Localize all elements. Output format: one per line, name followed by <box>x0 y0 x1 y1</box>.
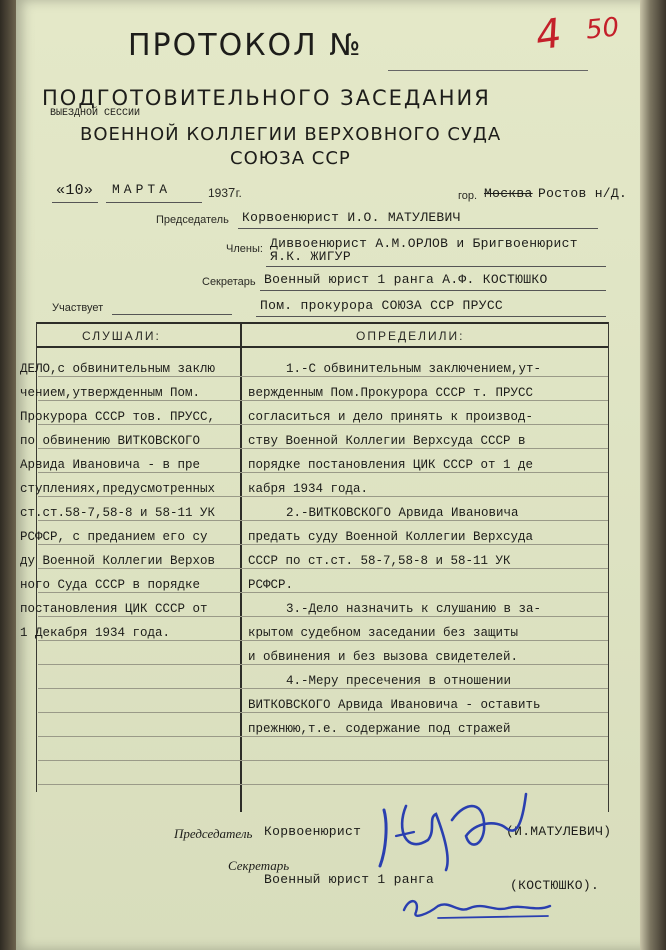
protocol-title: ПРОТОКОЛ № <box>128 28 363 63</box>
decided-line: порядке постановления ЦИК СССР от 1 де <box>248 458 534 472</box>
decided-line: крытом судебном заседании без защиты <box>248 626 519 640</box>
secretary-signature <box>398 890 568 924</box>
footer-chair-name: (И.МАТУЛЕВИЧ) <box>506 824 612 839</box>
table-top-border <box>36 322 608 324</box>
decided-line: согласиться и дело принять к производ- <box>248 410 534 424</box>
chair-value: Корвоенюрист И.О. МАТУЛЕВИЧ <box>242 210 461 225</box>
participant-underline <box>256 316 606 317</box>
chair-signature <box>366 770 546 880</box>
secretary-underline <box>260 290 606 291</box>
chair-label: Председатель <box>156 214 229 226</box>
protocol-number-underline <box>388 70 588 71</box>
union-name: СОЮЗА ССР <box>230 148 351 169</box>
city-value: Ростов н/Д. <box>538 186 628 201</box>
footer-secretary-label: Секретарь <box>228 858 290 873</box>
ruled-line <box>38 616 608 617</box>
ruled-line <box>38 640 608 641</box>
heard-line: ного Суда СССР в порядке <box>20 578 201 592</box>
decided-line: кабря 1934 года. <box>248 482 369 496</box>
decided-line: вержденным Пом.Прокурора СССР т. ПРУСС <box>248 386 534 400</box>
ruled-line <box>38 664 608 665</box>
heard-line: по обвинению ВИТКОВСКОГО <box>20 434 201 448</box>
ruled-line <box>38 688 608 689</box>
decided-line: ВИТКОВСКОГО Арвида Ивановича - оставить <box>248 698 541 712</box>
ruled-line <box>38 760 608 761</box>
heard-line: РСФСР, с преданием его су <box>20 530 208 544</box>
ruled-line <box>38 544 608 545</box>
ruled-line <box>38 712 608 713</box>
ruled-line <box>38 592 608 593</box>
date-day-underline <box>52 202 98 203</box>
document-sheet <box>16 0 646 950</box>
decided-line: РСФСР. <box>248 578 294 592</box>
date-day: «10» <box>56 182 94 199</box>
heard-line: ду Военной Коллегии Верхов <box>20 554 216 568</box>
heard-line: ст.ст.58-7,58-8 и 58-11 УК <box>20 506 216 520</box>
participant-left-underline <box>112 314 232 315</box>
collegium-name: ВОЕННОЙ КОЛЛЕГИИ ВЕРХОВНОГО СУДА <box>80 124 502 145</box>
protocol-number-handwritten: 4 <box>532 10 565 60</box>
decided-line: 1.-С обвинительным заключением,ут- <box>286 362 542 376</box>
ruled-line <box>38 376 608 377</box>
heard-line: Арвида Ивановича - в пре <box>20 458 201 472</box>
heard-line: постановления ЦИК СССР от <box>20 602 208 616</box>
table-right-border <box>608 322 609 812</box>
footer-secretary-rank: Военный юрист 1 ранга <box>264 872 435 887</box>
heard-line: чением,утвержденным Пом. <box>20 386 201 400</box>
heard-line: ступлениях,предусмотренных <box>20 482 216 496</box>
decided-line: 2.-ВИТКОВСКОГО Арвида Ивановича <box>286 506 519 520</box>
secretary-value: Военный юрист 1 ранга А.Ф. КОСТЮШКО <box>264 272 548 287</box>
heard-line: 1 Декабря 1934 года. <box>20 626 171 640</box>
chair-underline <box>238 228 598 229</box>
ruled-line <box>38 448 608 449</box>
footer-chair-label: Председатель <box>174 826 253 841</box>
members-label: Члены: <box>226 243 263 255</box>
protocol-subtitle: ПОДГОТОВИТЕЛЬНОГО ЗАСЕДАНИЯ <box>42 86 491 110</box>
heard-line: ДЕЛО,с обвинительным заклю <box>20 362 216 376</box>
participant-value: Пом. прокурора СОЮЗА ССР ПРУСС <box>260 298 504 313</box>
ruled-line <box>38 424 608 425</box>
date-month: МАРТА <box>112 182 172 197</box>
city-label: гор. <box>458 190 478 202</box>
decided-line: прежнюю,т.е. содержание под стражей <box>248 722 511 736</box>
ruled-line <box>38 736 608 737</box>
footer-chair-rank: Корвоенюрист <box>264 824 362 839</box>
ruled-line <box>38 496 608 497</box>
secretary-label: Секретарь <box>202 276 256 288</box>
date-month-underline <box>106 202 202 203</box>
table-header-border <box>36 346 608 348</box>
decided-line: и обвинения и без вызова свидетелей. <box>248 650 519 664</box>
members-line2: Я.К. ЖИГУР <box>270 249 352 264</box>
page-stack-edge <box>640 0 666 950</box>
ruled-line <box>38 520 608 521</box>
column-header-decided: ОПРЕДЕЛИЛИ: <box>356 329 465 343</box>
ruled-line <box>38 400 608 401</box>
page-number-handwritten: 50 <box>584 12 621 46</box>
city-struck: Москва <box>484 186 533 201</box>
members-line1: Диввоенюрист А.М.ОРЛОВ и Бригвоенюрист <box>270 236 578 251</box>
table-column-divider <box>240 322 242 812</box>
decided-line: предать суду Военной Коллегии Верхсуда <box>248 530 534 544</box>
decided-line: 4.-Меру пресечения в отношении <box>286 674 512 688</box>
decided-line: СССР по ст.ст. 58-7,58-8 и 58-11 УК <box>248 554 511 568</box>
session-type-typed: ВЫЕЗДНОЙ СЕССИИ <box>50 108 141 119</box>
decided-line: ству Военной Коллегии Верхсуда СССР в <box>248 434 526 448</box>
ruled-line <box>38 472 608 473</box>
ruled-line <box>38 568 608 569</box>
heard-line: Прокурора СССР тов. ПРУСС, <box>20 410 216 424</box>
column-header-heard: СЛУШАЛИ: <box>82 329 161 343</box>
decided-line: 3.-Дело назначить к слушанию в за- <box>286 602 542 616</box>
participant-label: Участвует <box>52 302 104 314</box>
footer-secretary-name: (КОСТЮШКО). <box>510 878 600 893</box>
date-year: 1937г. <box>208 185 242 200</box>
members-underline <box>266 266 606 267</box>
